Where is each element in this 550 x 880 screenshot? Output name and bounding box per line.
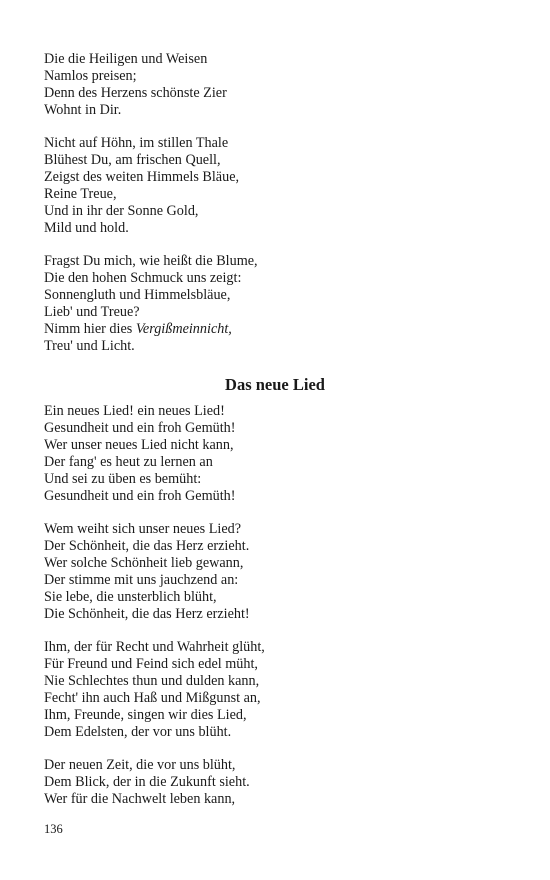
verse-line: Und sei zu üben es bemüht: bbox=[44, 471, 202, 487]
verse-line: Reine Treue, bbox=[44, 186, 117, 202]
poem2-stanza-4 bbox=[44, 757, 250, 808]
poem1-stanza-1 bbox=[44, 51, 227, 119]
page-number: 136 bbox=[44, 822, 63, 836]
poem2-stanza-3 bbox=[44, 639, 265, 741]
verse-line: Sonnengluth und Himmelsbläue, bbox=[44, 287, 231, 303]
verse-line: Wer unser neues Lied nicht kann, bbox=[44, 437, 234, 453]
verse-line: Gesundheit und ein froh Gemüth! bbox=[44, 488, 236, 504]
verse-line: Der stimme mit uns jauchzend an: bbox=[44, 572, 239, 588]
verse-line: Der neuen Zeit, die vor uns blüht, bbox=[44, 757, 236, 773]
verse-line: Dem Blick, der in die Zukunft sieht. bbox=[44, 774, 250, 790]
verse-line: Wohnt in Dir. bbox=[44, 102, 122, 118]
verse-line: Fragst Du mich, wie heißt die Blume, bbox=[44, 253, 258, 269]
poem-title: Das neue Lied bbox=[225, 375, 325, 394]
verse-line: Die Schönheit, die das Herz erzieht! bbox=[44, 606, 250, 622]
verse-line: Nicht auf Höhn, im stillen Thale bbox=[44, 135, 229, 151]
verse-line: Treu' und Licht. bbox=[44, 338, 135, 354]
verse-line: Fecht' ihn auch Haß und Mißgunst an, bbox=[44, 690, 261, 706]
verse-line: Die die Heiligen und Weisen bbox=[44, 51, 208, 67]
verse-line: Ihm, der für Recht und Wahrheit glüht, bbox=[44, 639, 265, 655]
verse-line: Der fang' es heut zu lernen an bbox=[44, 454, 213, 470]
verse-line: Lieb' und Treue? bbox=[44, 304, 140, 320]
poem2-stanza-2 bbox=[44, 521, 250, 623]
verse-line: Sie lebe, die unsterblich blüht, bbox=[44, 589, 217, 605]
verse-line: Dem Edelsten, der vor uns blüht. bbox=[44, 724, 232, 740]
verse-line: Für Freund und Feind sich edel müht, bbox=[44, 656, 258, 672]
verse-line: Denn des Herzens schönste Zier bbox=[44, 85, 227, 101]
verse-line: Die den hohen Schmuck uns zeigt: bbox=[44, 270, 242, 286]
verse-line: Der Schönheit, die das Herz erzieht. bbox=[44, 538, 250, 554]
verse-line: Nie Schlechtes thun und dulden kann, bbox=[44, 673, 260, 689]
italic-word: Vergißmeinnicht, bbox=[135, 321, 232, 337]
verse-line: Gesundheit und ein froh Gemüth! bbox=[44, 420, 236, 436]
poem2-stanza-1 bbox=[44, 403, 236, 505]
verse-line: Ein neues Lied! ein neues Lied! bbox=[44, 403, 225, 419]
verse-line: Wer für die Nachwelt leben kann, bbox=[44, 791, 236, 807]
verse-line-text: Nimm hier dies bbox=[44, 321, 136, 337]
verse-line: Und in ihr der Sonne Gold, bbox=[44, 203, 199, 219]
verse-line: Zeigst des weiten Himmels Bläue, bbox=[44, 169, 240, 185]
verse-line: Blühest Du, am frischen Quell, bbox=[44, 152, 221, 168]
verse-line bbox=[44, 321, 258, 338]
verse-line: Ihm, Freunde, singen wir dies Lied, bbox=[44, 707, 247, 723]
verse-line: Wem weiht sich unser neues Lied? bbox=[44, 521, 242, 537]
verse-line: Namlos preisen; bbox=[44, 68, 137, 84]
verse-line: Wer solche Schönheit lieb gewann, bbox=[44, 555, 244, 571]
poem1-stanza-2 bbox=[44, 135, 239, 237]
verse-line: Mild und hold. bbox=[44, 220, 129, 236]
poem1-stanza-3 bbox=[44, 253, 258, 355]
